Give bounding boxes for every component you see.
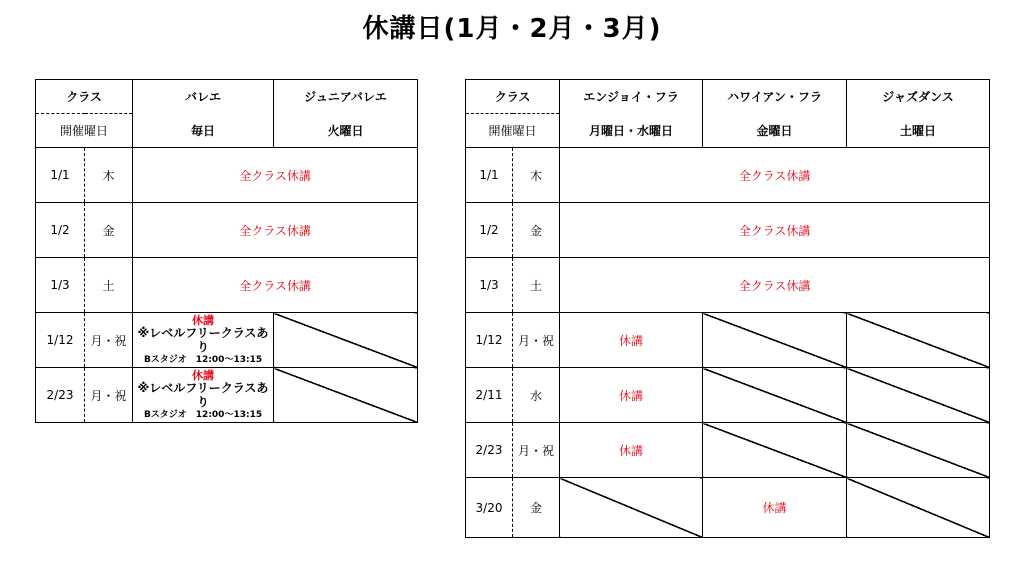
table-row (466, 478, 990, 538)
all-classes-closed: 全クラス休講 (133, 148, 418, 203)
right-class-days-enjoy-hula: 月曜日・水曜日 (560, 114, 703, 148)
row-date: 1/3 (466, 258, 513, 313)
left-corner-class-label: クラス (36, 80, 133, 114)
row-weekday: 金 (513, 203, 560, 258)
table-row (466, 368, 990, 423)
row-weekday: 月・祝 (85, 313, 133, 368)
row-date: 2/23 (36, 368, 85, 423)
closed-cell: 休講 (560, 313, 703, 368)
row-date: 1/12 (36, 313, 85, 368)
studio-time-note: Bスタジオ 12:00～13:15 (143, 354, 263, 365)
row-date: 3/20 (466, 478, 513, 538)
row-weekday: 月・祝 (513, 423, 560, 478)
table-row (36, 203, 418, 258)
right-class-name-hawaiian-hula: ハワイアン・フラ (703, 80, 847, 114)
row-weekday: 木 (513, 148, 560, 203)
left-class-days-junior-ballet: 火曜日 (274, 114, 418, 148)
left-schedule-table (35, 79, 418, 423)
level-free-note: ※レベルフリークラスあり (137, 326, 269, 355)
table-row (36, 368, 418, 423)
closed-cell: 休講 (703, 478, 847, 538)
table-row (36, 148, 418, 203)
left-corner-days-label: 開催曜日 (36, 114, 133, 148)
no-class-cell (703, 423, 847, 478)
table-row (466, 148, 990, 203)
table-row (466, 258, 990, 313)
left-class-name-ballet: バレエ (133, 80, 274, 114)
row-date: 1/12 (466, 313, 513, 368)
right-corner-class-label: クラス (466, 80, 560, 114)
no-class-cell (847, 313, 990, 368)
row-date: 1/3 (36, 258, 85, 313)
right-corner-days-label: 開催曜日 (466, 114, 560, 148)
closure-note-cell (133, 368, 274, 423)
all-classes-closed: 全クラス休講 (560, 148, 990, 203)
table-row (466, 313, 990, 368)
right-class-days-hawaiian-hula: 金曜日 (703, 114, 847, 148)
no-class-cell (274, 368, 418, 423)
studio-time-note: Bスタジオ 12:00～13:15 (143, 409, 263, 420)
row-weekday: 月・祝 (513, 313, 560, 368)
table-row (466, 203, 990, 258)
closure-status: 休講 (192, 313, 215, 327)
no-class-cell (560, 478, 703, 538)
row-date: 1/2 (466, 203, 513, 258)
no-class-cell (847, 423, 990, 478)
row-weekday: 土 (85, 258, 133, 313)
row-date: 2/23 (466, 423, 513, 478)
closure-status: 休講 (192, 368, 215, 382)
table-row (466, 423, 990, 478)
row-weekday: 金 (85, 203, 133, 258)
right-class-days-jazz-dance: 土曜日 (847, 114, 990, 148)
all-classes-closed: 全クラス休講 (560, 258, 990, 313)
right-schedule-table (465, 79, 990, 538)
no-class-cell (703, 368, 847, 423)
row-weekday: 水 (513, 368, 560, 423)
left-class-name-junior-ballet: ジュニアバレエ (274, 80, 418, 114)
right-class-name-enjoy-hula: エンジョイ・フラ (560, 80, 703, 114)
row-date: 1/1 (466, 148, 513, 203)
no-class-cell (847, 478, 990, 538)
row-date: 1/1 (36, 148, 85, 203)
row-weekday: 土 (513, 258, 560, 313)
all-classes-closed: 全クラス休講 (560, 203, 990, 258)
page-title: 休講日(1月・2月・3月) (362, 14, 662, 44)
closed-cell: 休講 (560, 368, 703, 423)
all-classes-closed: 全クラス休講 (133, 258, 418, 313)
all-classes-closed: 全クラス休講 (133, 203, 418, 258)
row-date: 2/11 (466, 368, 513, 423)
closed-cell: 休講 (560, 423, 703, 478)
no-class-cell (274, 313, 418, 368)
left-class-days-ballet: 毎日 (133, 114, 274, 148)
row-date: 1/2 (36, 203, 85, 258)
row-weekday: 金 (513, 478, 560, 538)
no-class-cell (847, 368, 990, 423)
no-class-cell (703, 313, 847, 368)
table-row (36, 258, 418, 313)
row-weekday: 木 (85, 148, 133, 203)
row-weekday: 月・祝 (85, 368, 133, 423)
right-class-name-jazz-dance: ジャズダンス (847, 80, 990, 114)
closure-note-cell (133, 313, 274, 368)
table-row (36, 313, 418, 368)
level-free-note: ※レベルフリークラスあり (137, 381, 269, 410)
